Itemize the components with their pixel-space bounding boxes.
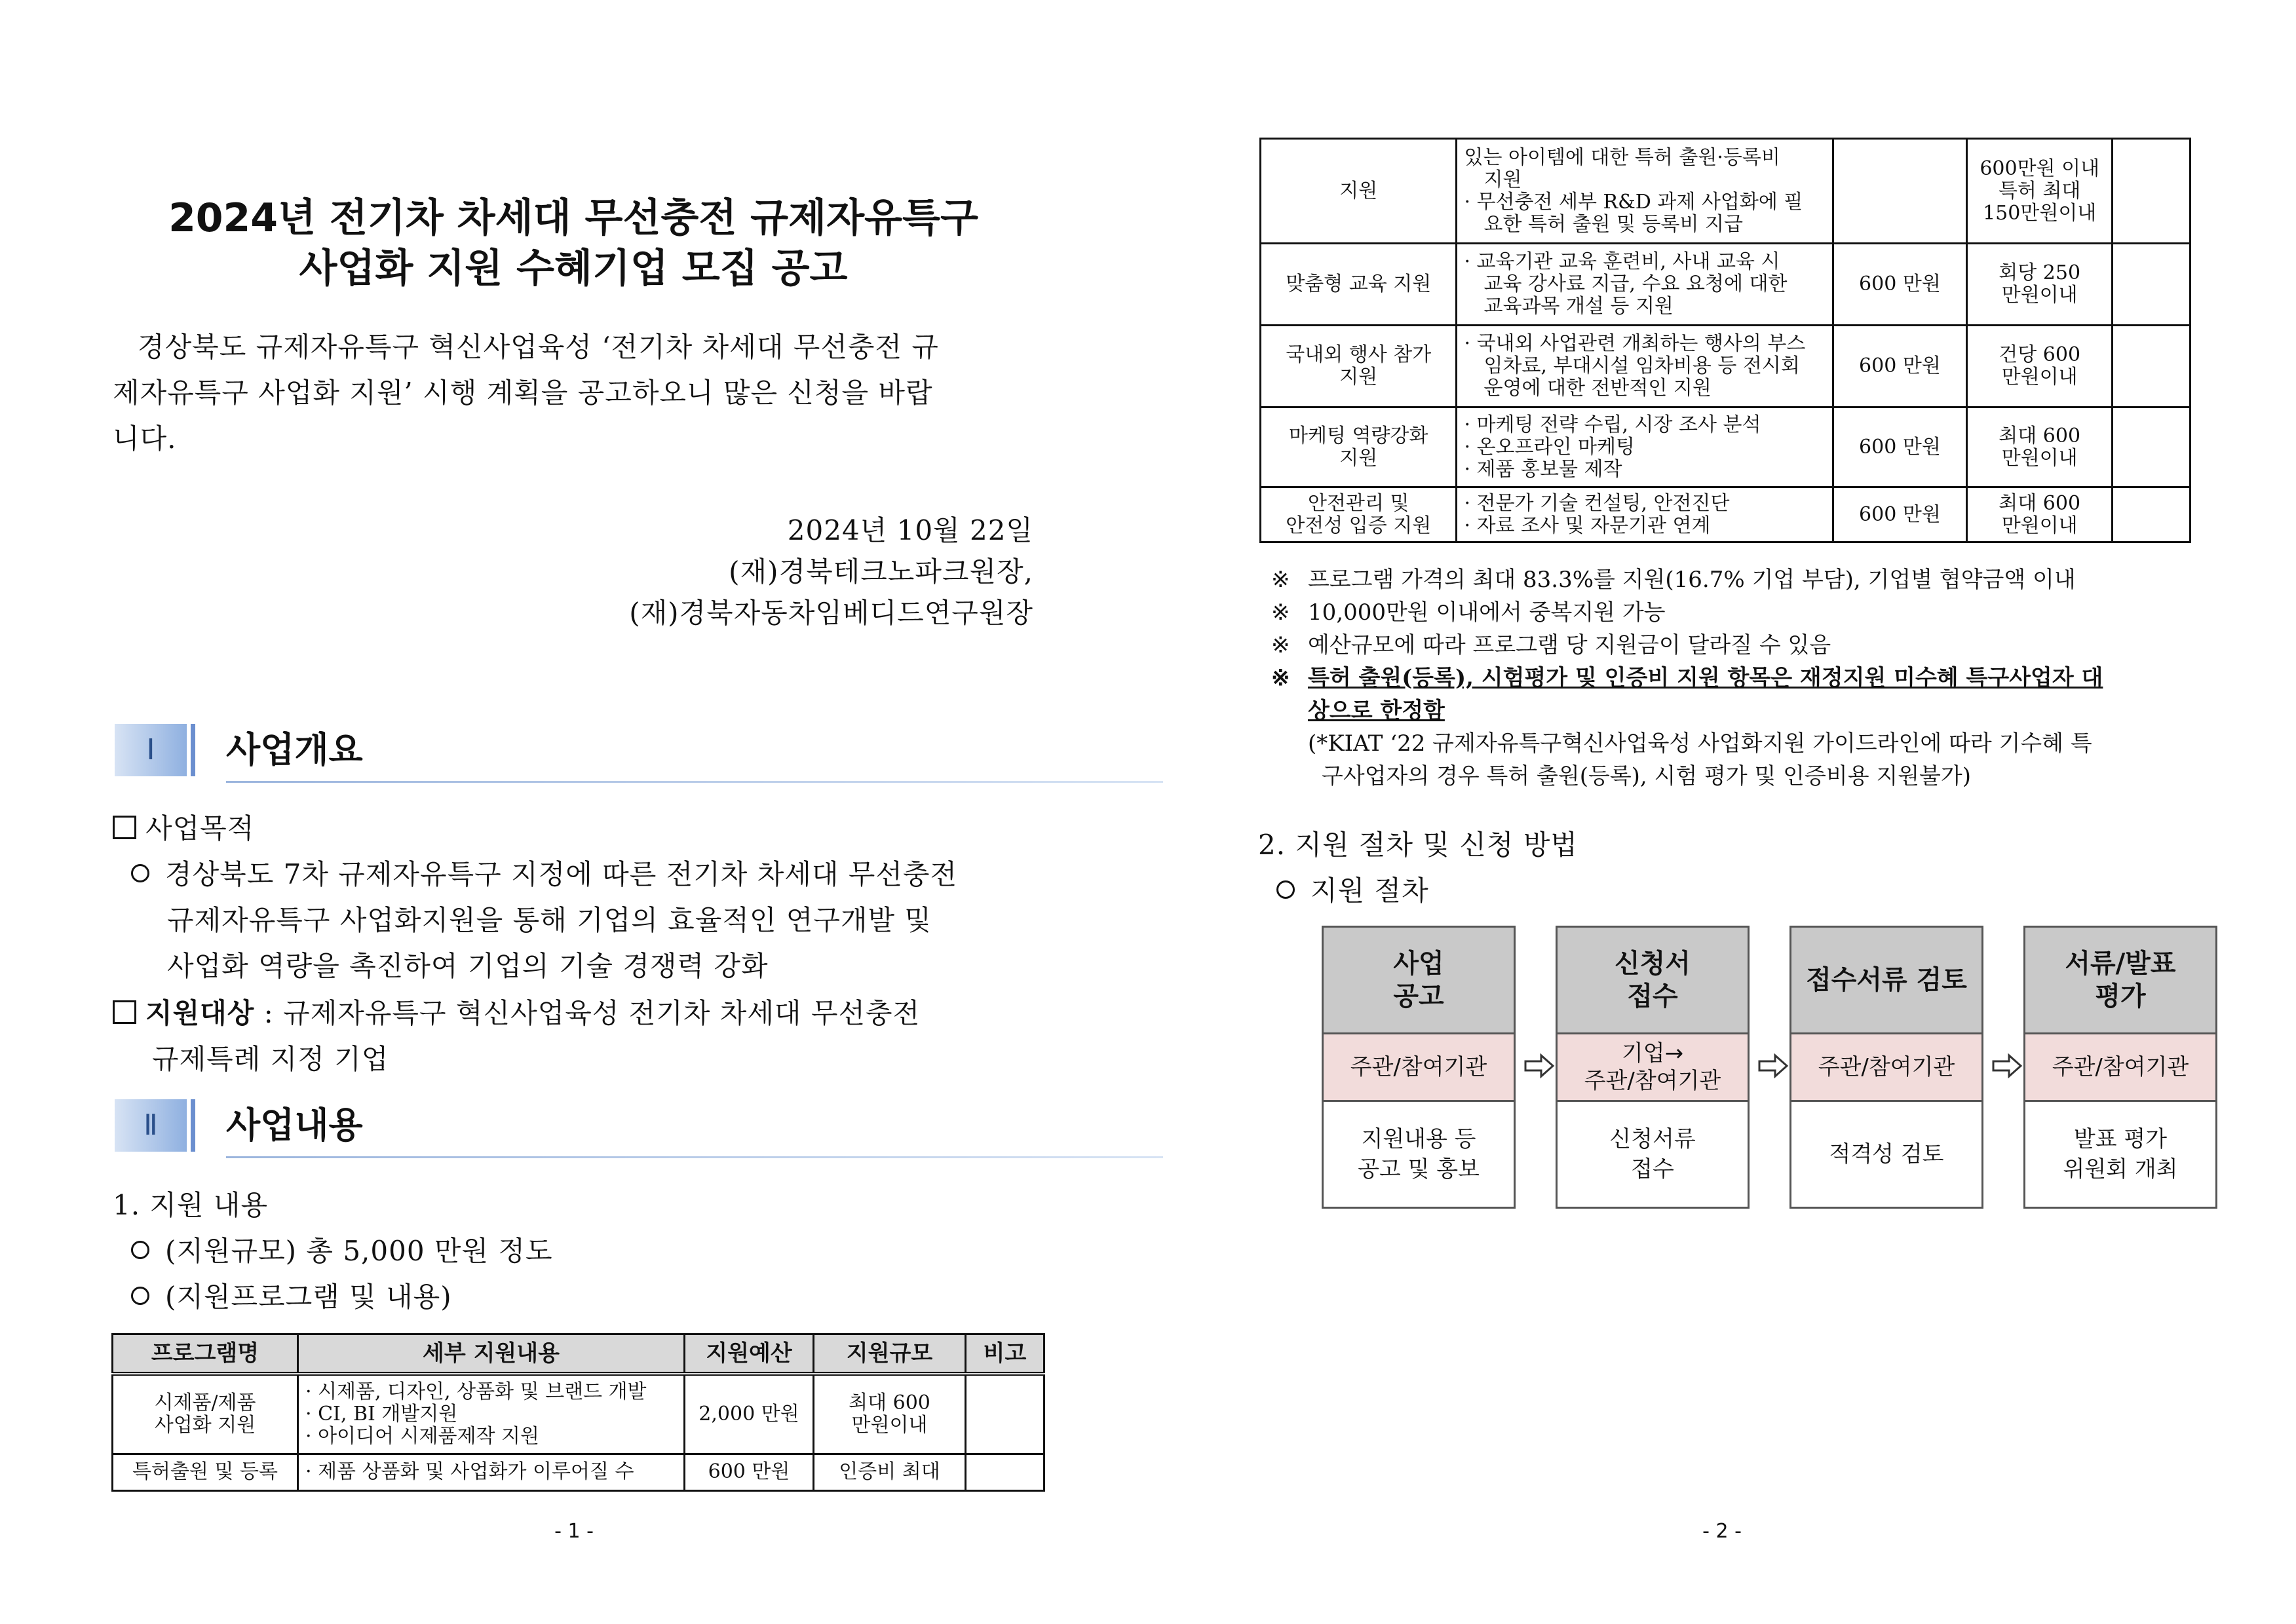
intro-line-1: 경상북도 규제자유특구 혁신사업육성 ‘전기차 차세대 무선충전 규 — [138, 331, 939, 363]
program-name — [1261, 326, 1457, 407]
program-details — [1457, 326, 1833, 407]
flow-step-desc — [1791, 1102, 1981, 1207]
table-row — [1261, 407, 2191, 487]
table-row — [113, 1374, 1044, 1454]
section-1-title: 사업개요 — [226, 729, 363, 770]
table-row — [113, 1454, 1044, 1490]
program-name-line: 지원 — [1339, 366, 1378, 388]
program-note — [2113, 326, 2191, 407]
program-name-line: 국내외 행사 참가 — [1286, 343, 1432, 366]
program-scale — [814, 1374, 966, 1454]
scale-line: 만원이내 — [851, 1413, 928, 1437]
note-5-continued: 구사업자의 경우 특허 출원(등록), 시험 평가 및 인증비용 지원불가) — [1322, 763, 1972, 789]
program-budget: 600 만원 — [1833, 407, 1966, 487]
note-4 — [1271, 662, 2195, 694]
detail-line: 요한 특허 출원 및 등록비 지급 — [1483, 212, 1743, 236]
scale-line: 특허 최대 — [1998, 179, 2081, 202]
program-budget: 600 만원 — [1833, 244, 1966, 326]
scale-line: 150만원이내 — [1983, 201, 2097, 225]
program-name-line: 안전성 입증 지원 — [1286, 514, 1432, 537]
flow-step-desc — [2025, 1102, 2215, 1207]
circle-bullet-icon — [131, 1241, 149, 1259]
section-divider — [191, 1099, 195, 1152]
detail-line: 교육 강사료 지급, 수요 요청에 대한 — [1483, 273, 1788, 295]
program-name-line: 시제품/제품 — [154, 1391, 256, 1414]
program-scale — [1967, 244, 2113, 326]
program-name-line: 마케팅 역량강화 — [1289, 424, 1428, 447]
detail-line: 있는 아이템에 대한 특허 출원·등록비 — [1464, 145, 1780, 169]
detail-line: · 교육기관 교육 훈련비, 사내 교육 시 — [1464, 250, 1780, 273]
intro-line-2: 제자유특구 사업화 지원’ 시행 계획을 공고하오니 많은 신청을 바랍 — [113, 377, 933, 409]
note-5: (*KIAT ‘22 규제자유특구혁신사업육성 사업화지원 가이드라인에 따라 기수혜 특 — [1308, 730, 2092, 757]
header-program: 프로그램명 — [113, 1334, 298, 1374]
checkbox-square-icon — [113, 1000, 136, 1024]
flow-title-line: 사업 — [1393, 949, 1444, 979]
note-3 — [1271, 629, 2195, 662]
target-text: : 규제자유특구 혁신사업육성 전기차 차세대 무선충전 — [254, 997, 921, 1029]
note-2 — [1271, 596, 2195, 629]
program-line — [131, 1274, 452, 1320]
flow-step-desc — [1558, 1102, 1748, 1207]
program-note — [2113, 487, 2191, 542]
table-row — [1261, 244, 2191, 326]
flow-actor-line: 주관/참여기관 — [1350, 1054, 1487, 1080]
support-scale-text: (지원규모) 총 5,000 만원 정도 — [165, 1235, 553, 1267]
program-budget: 600 만원 — [1833, 487, 1966, 542]
table-row — [1261, 487, 2191, 542]
scale-line: 600만원 이내 — [1980, 157, 2100, 180]
purpose-line-1 — [131, 852, 957, 897]
program-note — [966, 1454, 1044, 1490]
program-name-line: 안전관리 및 — [1308, 491, 1409, 515]
program-name: 특허출원 및 등록 — [113, 1454, 298, 1490]
program-scale — [1967, 326, 2113, 407]
program-scale — [1967, 407, 2113, 487]
note-text: 프로그램 가격의 최대 83.3%를 지원(16.7% 기업 부담), 기업별 협약금액 이내 — [1308, 567, 2076, 593]
scale-line: 만원이내 — [2001, 366, 2078, 388]
section-2-heading — [115, 1099, 1052, 1152]
document-title-line-1: 2024년 전기차 차세대 무선충전 규제자유특구 — [168, 195, 978, 241]
program-name: 맞춤형 교육 지원 — [1261, 244, 1457, 326]
target-line-1 — [113, 991, 920, 1036]
program-details — [1457, 487, 1833, 542]
program-name — [113, 1374, 298, 1454]
program-name-line: 지원 — [1339, 446, 1378, 470]
program-table-part-1 — [111, 1333, 1045, 1492]
program-name — [1261, 487, 1457, 542]
flow-title-line: 서류/발표 — [2065, 949, 2176, 979]
program-note — [2113, 139, 2191, 244]
header-details: 세부 지원내용 — [298, 1334, 685, 1374]
flow-step-title — [1791, 928, 1981, 1034]
subsection-2-title: 2. 지원 절차 및 신청 방법 — [1258, 829, 1578, 861]
program-scale — [1967, 139, 2113, 244]
program-scale: 인증비 최대 — [814, 1454, 966, 1490]
program-note — [2113, 407, 2191, 487]
detail-line: 임차료, 부대시설 임차비용 등 전시회 — [1483, 354, 1800, 377]
detail-line: 교육과목 개설 등 지원 — [1483, 295, 1674, 318]
section-1-heading — [115, 724, 1052, 776]
flow-step-title — [1558, 928, 1748, 1034]
flow-actor-line: 주관/참여기관 — [1818, 1054, 1955, 1080]
procedure-text: 지원 절차 — [1311, 875, 1429, 907]
flow-step-4 — [2023, 926, 2217, 1209]
reference-mark: ※ — [1271, 567, 1290, 593]
program-scale — [1967, 487, 2113, 542]
announcement-date: 2024년 10월 22일 — [787, 514, 1033, 546]
header-scale: 지원규모 — [814, 1334, 966, 1374]
detail-line: · 전문가 기술 컨설팅, 안전진단 — [1464, 491, 1730, 515]
checkbox-square-icon — [113, 816, 136, 839]
flow-desc-line: 위원회 개최 — [2063, 1156, 2178, 1182]
flow-desc-line: 적격성 검토 — [1829, 1141, 1944, 1167]
scale-line: 최대 600 — [1999, 424, 2081, 447]
flow-step-3 — [1789, 926, 1983, 1209]
scale-line: 만원이내 — [2001, 284, 2078, 307]
detail-line: · 국내외 사업관련 개최하는 행사의 부스 — [1464, 332, 1806, 355]
section-underline — [226, 781, 1163, 783]
subsection-1-title: 1. 지원 내용 — [113, 1189, 269, 1221]
flow-actor-line: 주관/참여기관 — [2052, 1054, 2189, 1080]
note-text: 특허 출원(등록), 시험평가 및 인증비 지원 항목은 재정지원 미수혜 특구사업자 대 — [1308, 665, 2103, 691]
program-details — [1457, 407, 1833, 487]
circle-bullet-icon — [1276, 880, 1295, 899]
scale-line: 최대 600 — [1999, 491, 2081, 515]
purpose-heading — [113, 806, 254, 852]
detail-line: · CI, BI 개발지원 — [305, 1402, 458, 1426]
page-2 — [1148, 0, 2296, 1624]
section-divider — [191, 724, 195, 776]
program-note — [966, 1374, 1044, 1454]
detail-line: 지원 — [1483, 168, 1522, 191]
program-details — [298, 1374, 685, 1454]
page-number: - 1 - — [554, 1520, 594, 1543]
section-2-number: Ⅱ — [115, 1099, 187, 1152]
page-number: - 2 - — [1702, 1520, 1742, 1543]
reference-mark: ※ — [1271, 632, 1290, 658]
note-text: 10,000만원 이내에서 중복지원 가능 — [1308, 599, 1666, 626]
flow-title-line: 신청서 — [1615, 949, 1691, 979]
flow-title-line: 공고 — [1393, 981, 1444, 1011]
program-name: 지원 — [1261, 139, 1457, 244]
table-header-row — [113, 1334, 1044, 1374]
flow-title-line: 접수서류 검토 — [1806, 965, 1967, 995]
header-budget: 지원예산 — [685, 1334, 814, 1374]
table-row — [1261, 139, 2191, 244]
detail-line: · 마케팅 전략 수립, 시장 조사 분석 — [1464, 413, 1761, 436]
program-note — [2113, 244, 2191, 326]
arrow-right-icon — [1757, 1053, 1789, 1079]
note-1 — [1271, 563, 2195, 596]
detail-line: · 무선충전 세부 R&D 과제 사업화에 필 — [1464, 190, 1803, 214]
support-scale-line — [131, 1228, 553, 1274]
flow-actor-line: 주관/참여기관 — [1584, 1068, 1721, 1094]
program-name — [1261, 407, 1457, 487]
detail-line: · 시제품, 디자인, 상품화 및 브랜드 개발 — [305, 1380, 647, 1403]
program-budget — [1833, 139, 1966, 244]
flow-desc-line: 신청서류 — [1609, 1126, 1696, 1152]
arrow-right-icon — [1991, 1053, 2023, 1079]
arrow-right-icon — [1523, 1053, 1556, 1079]
program-text: (지원프로그램 및 내용) — [165, 1281, 452, 1313]
flow-step-actor — [1558, 1034, 1748, 1102]
scale-line: 건당 600 — [1999, 343, 2081, 366]
flow-desc-line: 접수 — [1631, 1156, 1674, 1182]
flow-step-actor — [2025, 1034, 2215, 1102]
intro-line-3: 니다. — [113, 423, 177, 455]
issuer-2: (재)경북자동차임베디드연구원장 — [629, 597, 1033, 629]
reference-mark: ※ — [1271, 599, 1290, 626]
purpose-text-1: 경상북도 7차 규제자유특구 지정에 따른 전기차 차세대 무선충전 — [165, 858, 958, 890]
section-underline — [226, 1156, 1163, 1158]
detail-line: · 아이디어 시제품제작 지원 — [305, 1424, 539, 1448]
program-details — [1457, 139, 1833, 244]
scale-line: 만원이내 — [2001, 514, 2078, 537]
purpose-line-2: 규제자유특구 사업화지원을 통해 기업의 효율적인 연구개발 및 — [167, 904, 932, 936]
issuer-1: (재)경북테크노파크원장, — [729, 556, 1033, 588]
scale-line: 회당 250 — [1999, 261, 2081, 284]
section-2-title: 사업내용 — [226, 1105, 363, 1146]
header-note: 비고 — [966, 1334, 1044, 1374]
circle-bullet-icon — [131, 864, 149, 882]
detail-line: · 자료 조사 및 자문기관 연계 — [1464, 514, 1711, 537]
table-row — [1261, 326, 2191, 407]
flow-title-line: 평가 — [2095, 981, 2146, 1011]
flow-desc-line: 지원내용 등 — [1361, 1126, 1476, 1152]
scale-line: 최대 600 — [849, 1391, 930, 1414]
program-budget: 600 만원 — [685, 1454, 814, 1490]
flow-step-1 — [1322, 926, 1516, 1209]
procedure-line — [1276, 868, 1429, 914]
detail-line: · 제품 홍보물 제작 — [1464, 457, 1622, 481]
flow-desc-line: 공고 및 홍보 — [1358, 1156, 1480, 1182]
circle-bullet-icon — [131, 1287, 149, 1305]
program-budget: 600 만원 — [1833, 326, 1966, 407]
detail-line: 운영에 대한 전반적인 지원 — [1483, 377, 1712, 400]
target-line-2: 규제특례 지정 기업 — [152, 1043, 389, 1075]
program-details — [1457, 244, 1833, 326]
flow-title-line: 접수 — [1627, 981, 1678, 1011]
note-text: 예산규모에 따라 프로그램 당 지원금이 달라질 수 있음 — [1308, 632, 1831, 658]
scale-line: 만원이내 — [2001, 446, 2078, 470]
detail-line: · 온오프라인 마케팅 — [1464, 435, 1635, 459]
program-table-part-2 — [1259, 138, 2191, 543]
document-title-line-2: 사업화 지원 수혜기업 모집 공고 — [299, 246, 848, 292]
flow-step-title — [2025, 928, 2215, 1034]
flow-step-actor — [1324, 1034, 1514, 1102]
flow-desc-line: 발표 평가 — [2073, 1126, 2168, 1152]
flow-step-2 — [1556, 926, 1750, 1209]
program-name-line: 사업화 지원 — [154, 1413, 256, 1437]
reference-mark: ※ — [1271, 665, 1290, 691]
flow-step-desc — [1324, 1102, 1514, 1207]
flow-step-actor — [1791, 1034, 1981, 1102]
section-1-number: Ⅰ — [115, 724, 187, 776]
program-details: · 제품 상품화 및 사업화가 이루어질 수 — [298, 1454, 685, 1490]
flow-actor-line: 기업→ — [1621, 1040, 1684, 1067]
target-label: 지원대상 — [145, 997, 255, 1029]
note-4-continued: 상으로 한정함 — [1308, 698, 1445, 724]
purpose-label: 사업목적 — [145, 812, 255, 844]
program-budget: 2,000 만원 — [685, 1374, 814, 1454]
flow-step-title — [1324, 928, 1514, 1034]
purpose-line-3: 사업화 역량을 촉진하여 기업의 기술 경쟁력 강화 — [167, 950, 769, 982]
